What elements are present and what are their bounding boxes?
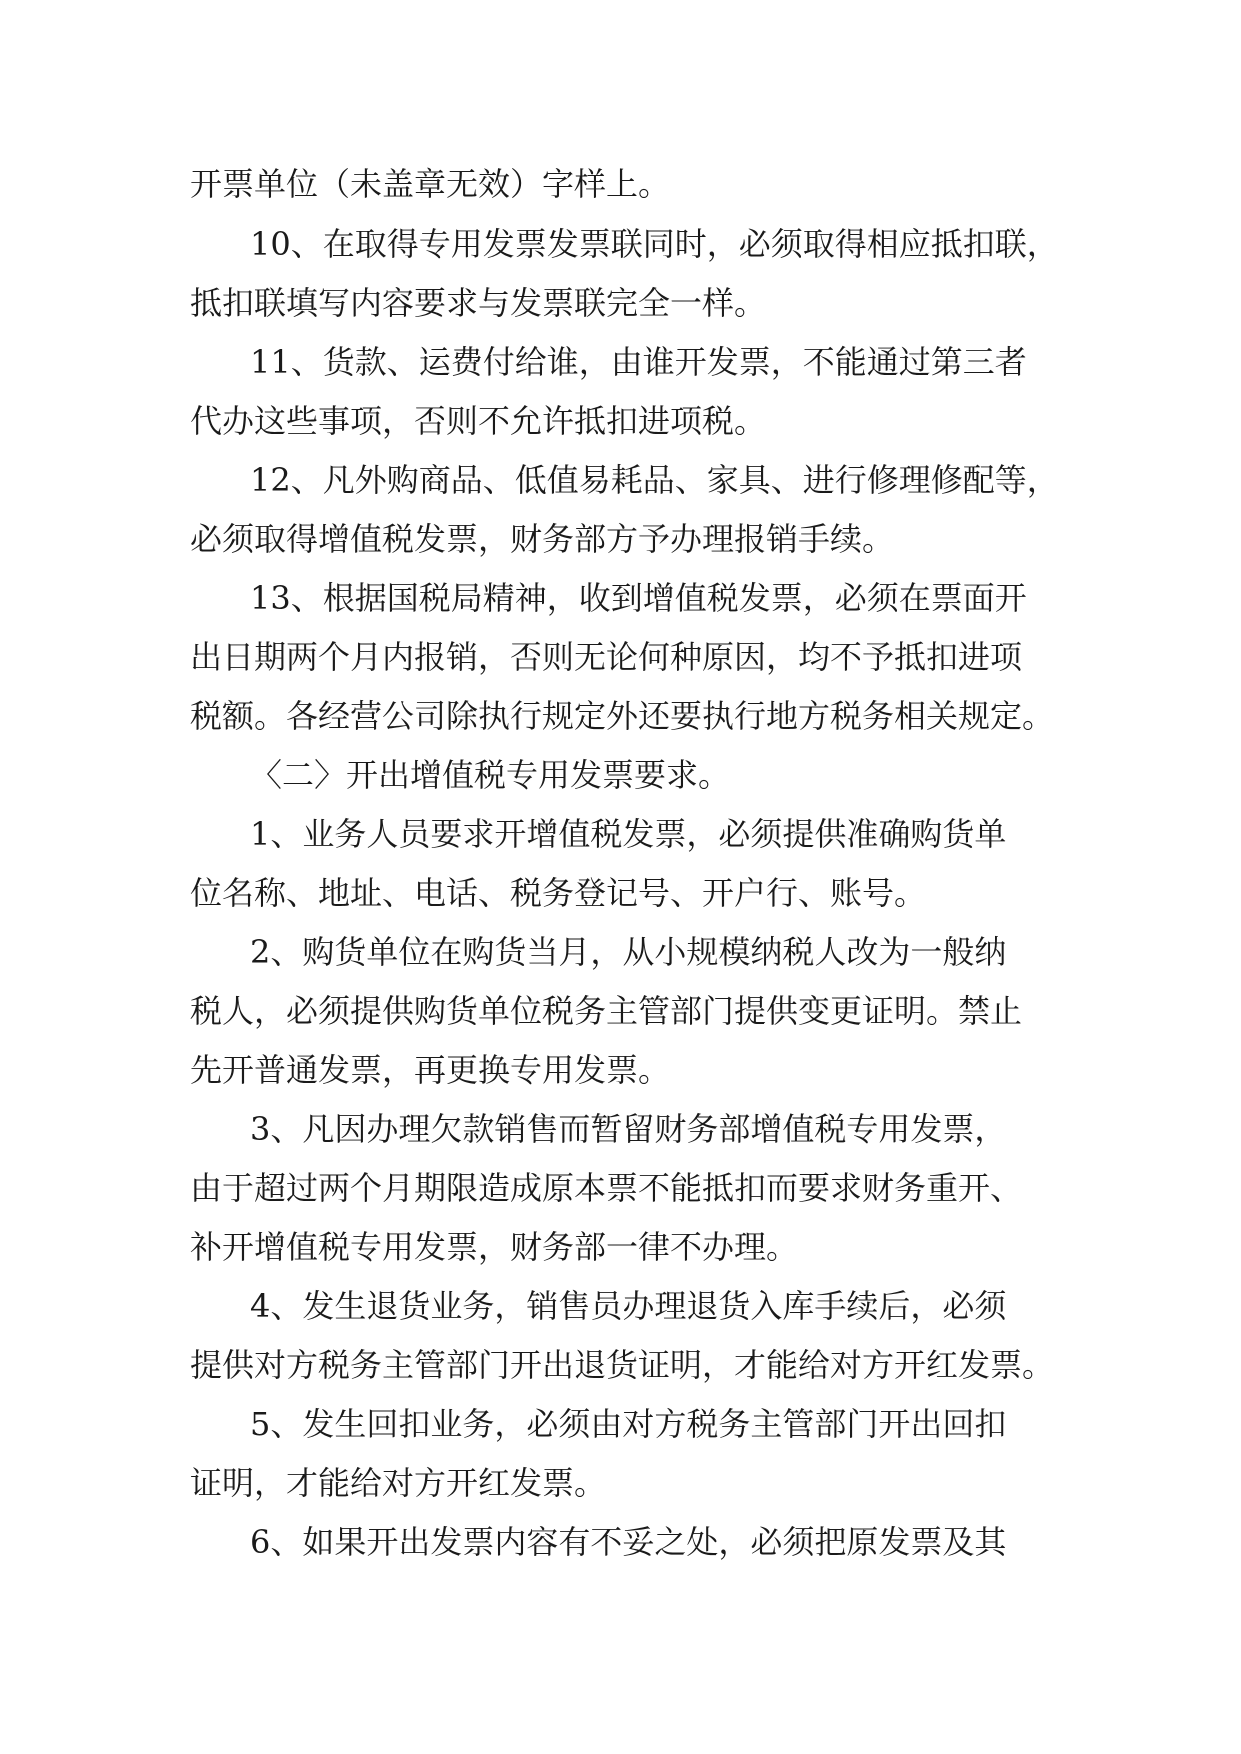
text-line: 先开普通发票，再更换专用发票。	[190, 1051, 671, 1089]
text-line: 12、凡外购商品、低值易耗品、家具、进行修理修配等，	[250, 461, 1059, 499]
text-line: 出日期两个月内报销，否则无论何种原因，均不予抵扣进项	[190, 638, 1023, 676]
text-line: 开票单位（未盖章无效）字样上。	[190, 165, 671, 203]
text-line: 证明，才能给对方开红发票。	[190, 1464, 607, 1502]
text-line: 3、凡因办理欠款销售而暂留财务部增值税专用发票，	[250, 1110, 1007, 1148]
text-line: 4、发生退货业务，销售员办理退货入库手续后，必须	[250, 1287, 1007, 1325]
text-line: 补开增值税专用发票，财务部一律不办理。	[190, 1228, 799, 1266]
text-line: 抵扣联填写内容要求与发票联完全一样。	[190, 284, 767, 322]
text-line: 11、货款、运费付给谁，由谁开发票，不能通过第三者	[250, 343, 1027, 381]
text-line: 1、业务人员要求开增值税发票，必须提供准确购货单	[250, 815, 1007, 853]
text-line: 代办这些事项，否则不允许抵扣进项税。	[190, 402, 767, 440]
text-line: 2、购货单位在购货当月，从小规模纳税人改为一般纳	[250, 933, 1007, 971]
text-line: 位名称、地址、电话、税务登记号、开户行、账号。	[190, 874, 927, 912]
text-line: 10、在取得专用发票发票联同时，必须取得相应抵扣联，	[250, 225, 1059, 263]
text-line: 提供对方税务主管部门开出退货证明，才能给对方开红发票。	[190, 1346, 1055, 1384]
text-line: 5、发生回扣业务，必须由对方税务主管部门开出回扣	[250, 1405, 1007, 1443]
section-heading: 〈二〉开出增值税专用发票要求。	[250, 756, 731, 794]
text-line: 6、如果开出发票内容有不妥之处，必须把原发票及其	[250, 1523, 1007, 1561]
text-line: 由于超过两个月期限造成原本票不能抵扣而要求财务重开、	[190, 1169, 1023, 1207]
text-line: 必须取得增值税发票，财务部方予办理报销手续。	[190, 520, 895, 558]
text-line: 税额。各经营公司除执行规定外还要执行地方税务相关规定。	[190, 697, 1055, 735]
text-line: 税人，必须提供购货单位税务主管部门提供变更证明。禁止	[190, 992, 1023, 1030]
text-line: 13、根据国税局精神，收到增值税发票，必须在票面开	[250, 579, 1027, 617]
